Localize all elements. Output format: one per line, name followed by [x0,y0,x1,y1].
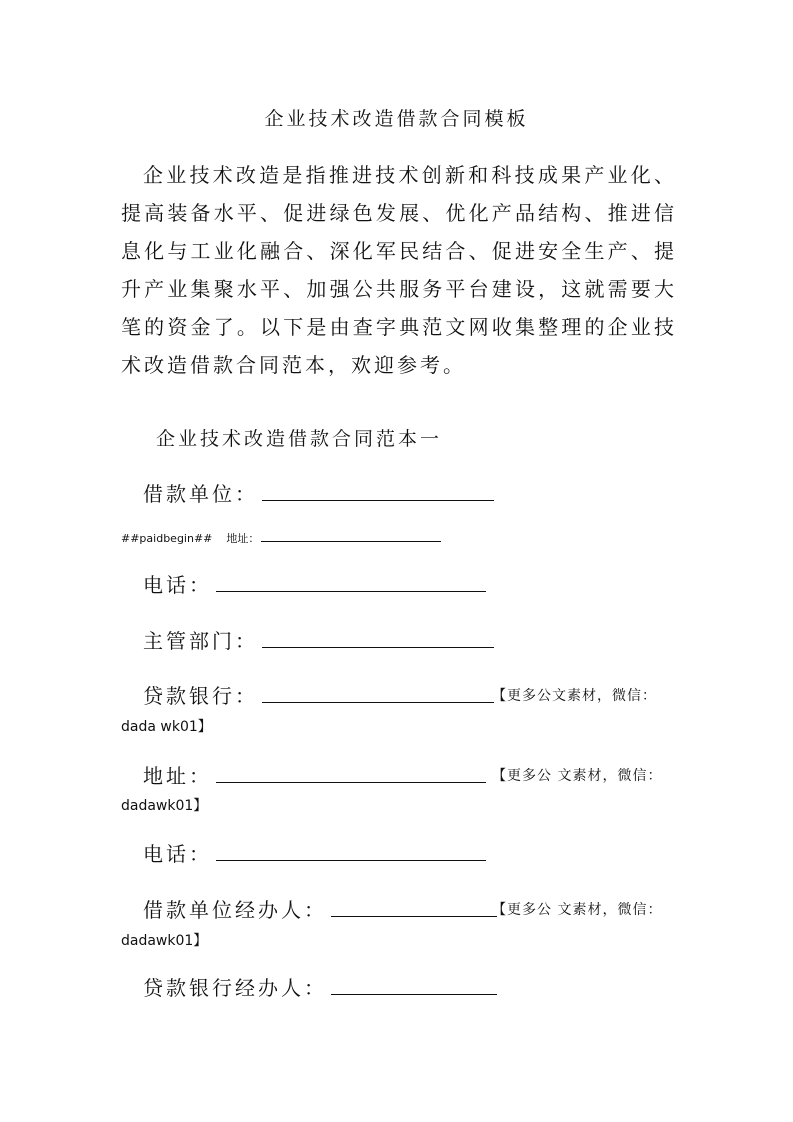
phone-label-1: 电话： [143,573,212,597]
bank-label: 贷款银行： [143,684,258,708]
address-small-blank [261,531,441,542]
bank-agent-field [143,972,497,1001]
note-2-cont: dadawk01】 [121,798,208,814]
bank-field [143,680,494,709]
borrower-unit-blank [262,483,494,501]
address-field [143,760,486,789]
borrower-agent-field [143,894,497,923]
borrower-agent-blank [331,899,497,917]
document-title: 企业技术改造借款合同模板 [264,108,529,130]
borrower-unit-label: 借款单位： [143,482,258,506]
phone-blank-1 [216,574,486,592]
department-label: 主管部门： [143,629,258,653]
note-2: 【更多公 文素材，微信： [492,768,663,784]
bank-blank [262,685,494,703]
paid-marker: ##paidbegin## [121,532,213,545]
department-blank [262,630,494,648]
paid-marker-line [121,530,441,546]
intro-paragraph: 企业技术改造是指推进技术创新和科技成果产业化、提高装备水平、促进绿色发展、优化产品结构、推进信息化与工业化融合、深化军民结合、促进安全生产、提升产业集聚水平、加强公共服务平台建设，这就需要大笔的资金了。以下是由查字典范文网收集整理的企业技术改造借款合同范本，欢迎参考。 [121,163,677,377]
borrower-unit-field [143,478,494,507]
bank-agent-blank [331,977,497,995]
address-blank [216,765,486,783]
note-1: 【更多公文素材，微信： [492,688,657,704]
address-small-label: 地址： [226,532,260,545]
note-3-cont: dadawk01】 [121,933,208,949]
borrower-agent-label: 借款单位经办人： [143,898,327,922]
note-3: 【更多公 文素材，微信： [492,902,663,918]
section-subtitle: 企业技术改造借款合同范本一 [156,428,443,450]
phone-blank-2 [216,843,486,861]
address-label: 地址： [143,764,212,788]
bank-agent-label: 贷款银行经办人： [143,976,327,1000]
phone-field-2 [143,838,486,867]
note-1-cont: dada wk01】 [121,719,212,735]
phone-label-2: 电话： [143,842,212,866]
department-field [143,625,494,654]
phone-field-1 [143,569,486,598]
